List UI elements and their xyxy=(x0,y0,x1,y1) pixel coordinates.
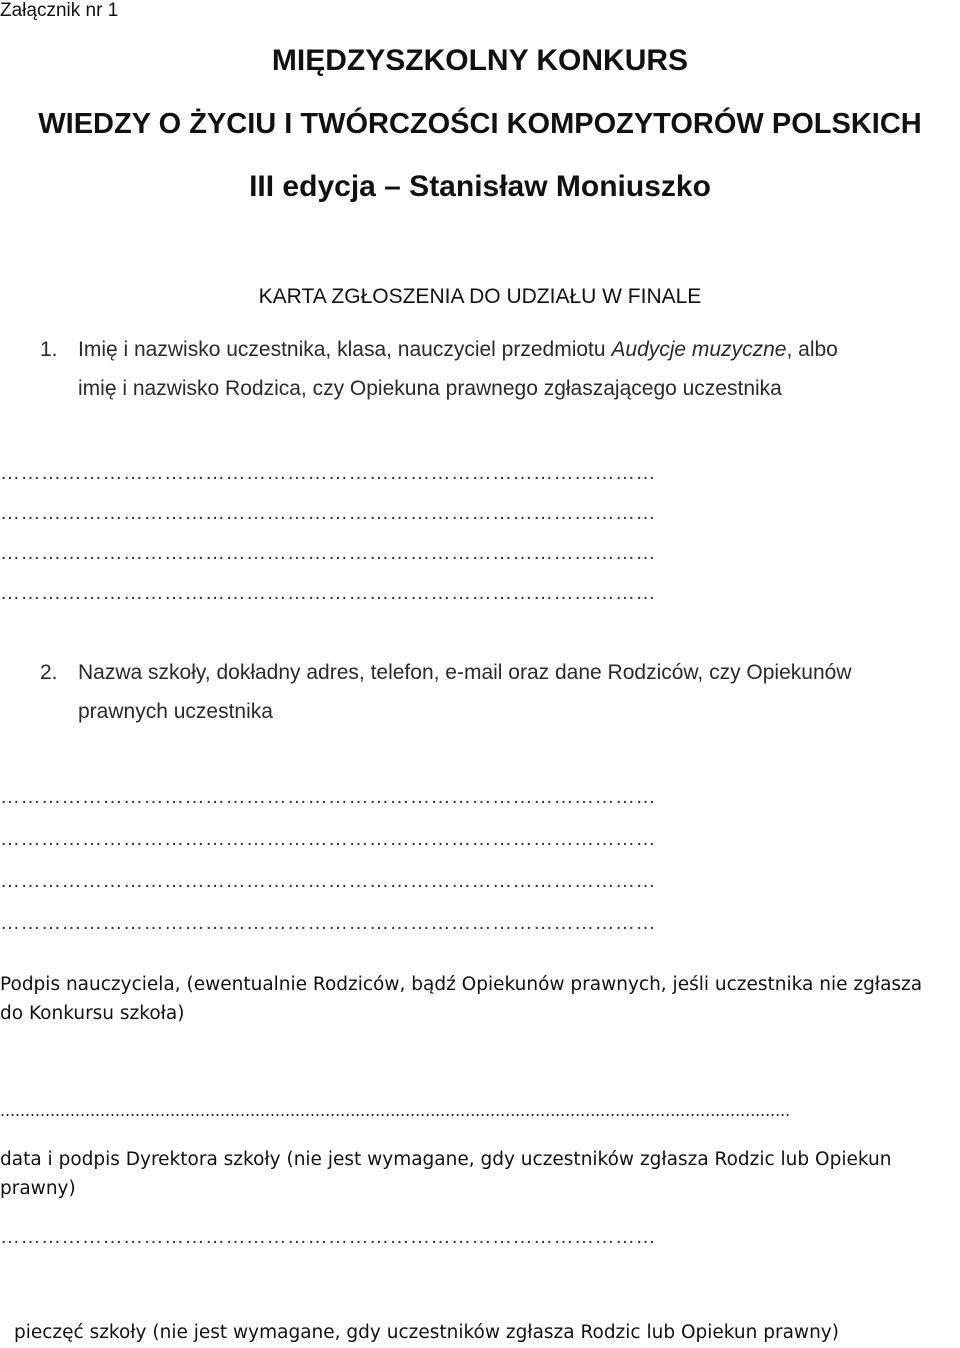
teacher-signature-line[interactable]: .............................................................................................................................................................. xyxy=(0,1100,791,1120)
contest-title: MIĘDZYSZKOLNY KONKURS xyxy=(271,44,689,77)
item2-answer-line-3[interactable]: …………………………………………………………………………………… xyxy=(0,870,656,892)
contest-subtitle: WIEDZY O ŻYCIU I TWÓRCZOŚCI KOMPOZYTORÓW POLSKICH xyxy=(38,108,922,140)
item1-answer-line-1[interactable]: …………………………………………………………………………………… xyxy=(0,462,656,484)
edition-title: III edycja – Stanisław Moniuszko xyxy=(249,170,711,203)
item1-answer-line-4[interactable]: …………………………………………………………………………………… xyxy=(0,582,656,604)
school-stamp-label: pieczęć szkoły (nie jest wymagane, gdy uczestników zgłasza Rodzic lub Opiekun prawny) xyxy=(14,1322,839,1343)
item2-text: Nazwa szkoły, dokładny adres, telefon, e-mail oraz dane Rodziców, czy Opiekunów xyxy=(78,661,852,684)
item1-text: Imię i nazwisko uczestnika, klasa, nauczyciel przedmiotu Audycje muzyczne, albo xyxy=(78,338,838,361)
item1-number: 1. xyxy=(40,338,58,361)
item2-answer-line-2[interactable]: …………………………………………………………………………………… xyxy=(0,828,656,850)
item2-answer-line-4[interactable]: …………………………………………………………………………………… xyxy=(0,912,656,934)
item1-answer-line-2[interactable]: …………………………………………………………………………………… xyxy=(0,502,656,524)
item2-number: 2. xyxy=(40,661,58,684)
item2-answer-line-1[interactable]: …………………………………………………………………………………… xyxy=(0,786,656,808)
item1-answer-line-3[interactable]: …………………………………………………………………………………… xyxy=(0,542,656,564)
teacher-signature-label-line2: do Konkursu szkoła) xyxy=(0,1003,185,1024)
director-signature-label-line2: prawny) xyxy=(0,1178,76,1199)
annex-label: Załącznik nr 1 xyxy=(0,0,119,21)
item1-text-line2: imię i nazwisko Rodzica, czy Opiekuna prawnego zgłaszającego uczestnika xyxy=(78,377,782,400)
director-signature-label: data i podpis Dyrektora szkoły (nie jest wymagane, gdy uczestników zgłasza Rodzic lub Opiekun xyxy=(0,1149,892,1170)
director-signature-line[interactable]: …………………………………………………………………………………… xyxy=(0,1226,656,1248)
item2-text-line2: prawnych uczestnika xyxy=(78,700,273,723)
form-heading: KARTA ZGŁOSZENIA DO UDZIAŁU W FINALE xyxy=(258,285,702,308)
teacher-signature-label: Podpis nauczyciela, (ewentualnie Rodziców, bądź Opiekunów prawnych, jeśli uczestnika nie zgłasza xyxy=(0,974,923,995)
